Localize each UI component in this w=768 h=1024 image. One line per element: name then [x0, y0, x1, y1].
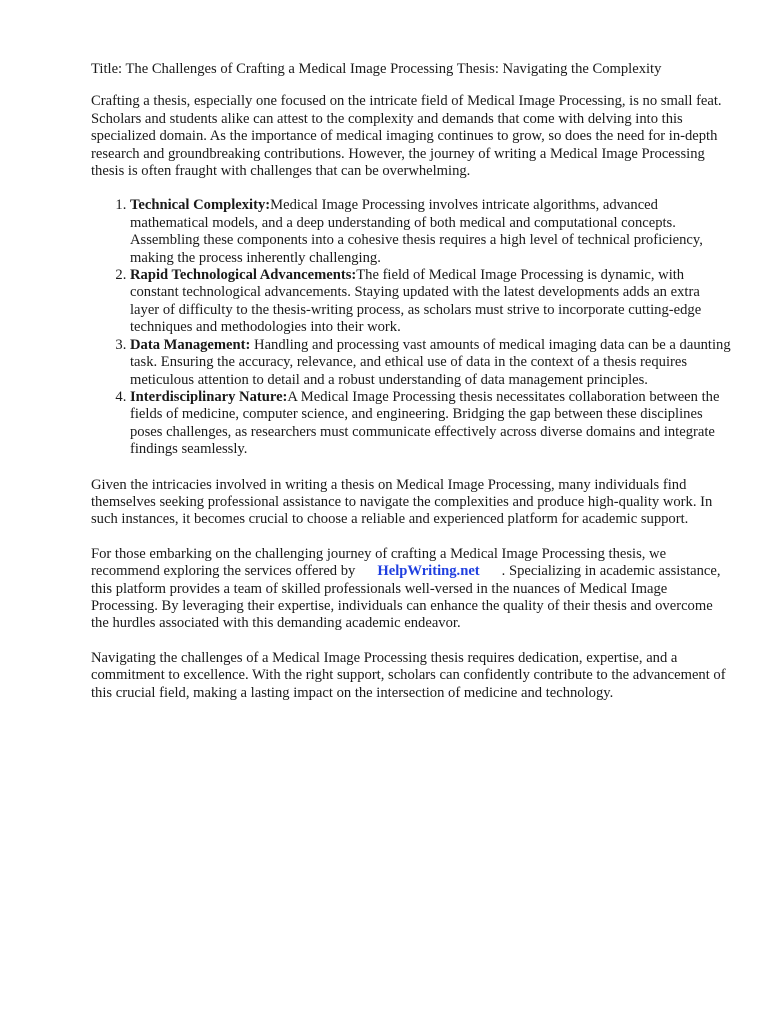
list-item-heading: Data Management:	[130, 336, 251, 353]
intro-paragraph: Crafting a thesis, especially one focused on the intricate field of Medical Image Processing, is no small feat. Scholars and students alike can attest to the complexity and demands that come with delving into this specialized domain. As the importance of medical imaging continues to grow, so does the need for in-depth research and groundbreaking contributions. However, the journey of writing a Medical Image Processing thesis is often fraught with challenges that can be overwhelming.	[91, 93, 722, 180]
recommendation-paragraph	[91, 546, 731, 633]
recommendation-text-before: For those embarking on the challenging journey of crafting a Medical Image Processing thesis, we recommend exploring the services offered by	[91, 545, 667, 580]
list-item	[130, 389, 731, 459]
list-item-heading: Technical Complexity:	[130, 197, 271, 214]
conclusion-paragraph: Navigating the challenges of a Medical Image Processing thesis requires dedication, expertise, and a commitment to excellence. With the right support, scholars can confidently contribute to the advancement of this crucial field, making a lasting impact on the intersection of medicine and technology.	[91, 649, 726, 701]
helpwriting-link[interactable]: HelpWriting.net	[377, 563, 480, 580]
list-item	[130, 267, 731, 337]
assistance-paragraph: Given the intricacies involved in writing a thesis on Medical Image Processing, many individuals find themselves seeking professional assistance to navigate the complexities and produce high-quality work. In such instances, it becomes crucial to choose a reliable and experienced platform for academic support.	[91, 476, 713, 528]
document-title: Title: The Challenges of Crafting a Medical Image Processing Thesis: Navigating the Complexity	[91, 61, 662, 77]
list-item-heading: Interdisciplinary Nature:	[130, 388, 288, 405]
list-item	[130, 337, 731, 389]
list-item-text: The field of Medical Image Processing is dynamic, with constant technological advancements. Staying updated with the latest developments adds an extra layer of difficulty to the thesis-writing process, as scholars must strive to incorporate cutting-edge techniques and methodologies into their work.	[130, 267, 702, 336]
document-page	[91, 61, 731, 719]
list-item-heading: Rapid Technological Advancements:	[130, 267, 357, 284]
recommendation-text-after: . Specializing in academic assistance, this platform provides a team of skilled professionals well-versed in the nuances of Medical Image Processing. By leveraging their expertise, individuals can enhance the quality of their thesis and overcome the hurdles associated with this demanding academic endeavor.	[91, 563, 721, 632]
list-item-text: Handling and processing vast amounts of medical imaging data can be a daunting task. Ensuring the accuracy, relevance, and ethical use of data in the context of a thesis requires meticulous attention to detail and a robust understanding of data management principles.	[130, 336, 731, 388]
list-item-text: Medical Image Processing involves intricate algorithms, advanced mathematical models, and a deep understanding of both medical and computational concepts. Assembling these components into a cohesive thesis requires a high level of technical proficiency, making the process inherently challenging.	[130, 197, 703, 266]
list-item	[130, 197, 731, 267]
challenges-list	[91, 197, 731, 458]
list-item-text: A Medical Image Processing thesis necessitates collaboration between the fields of medicine, computer science, and engineering. Bridging the gap between these disciplines poses challenges, as researchers must communicate effectively across diverse domains and integrate findings seamlessly.	[130, 388, 720, 458]
